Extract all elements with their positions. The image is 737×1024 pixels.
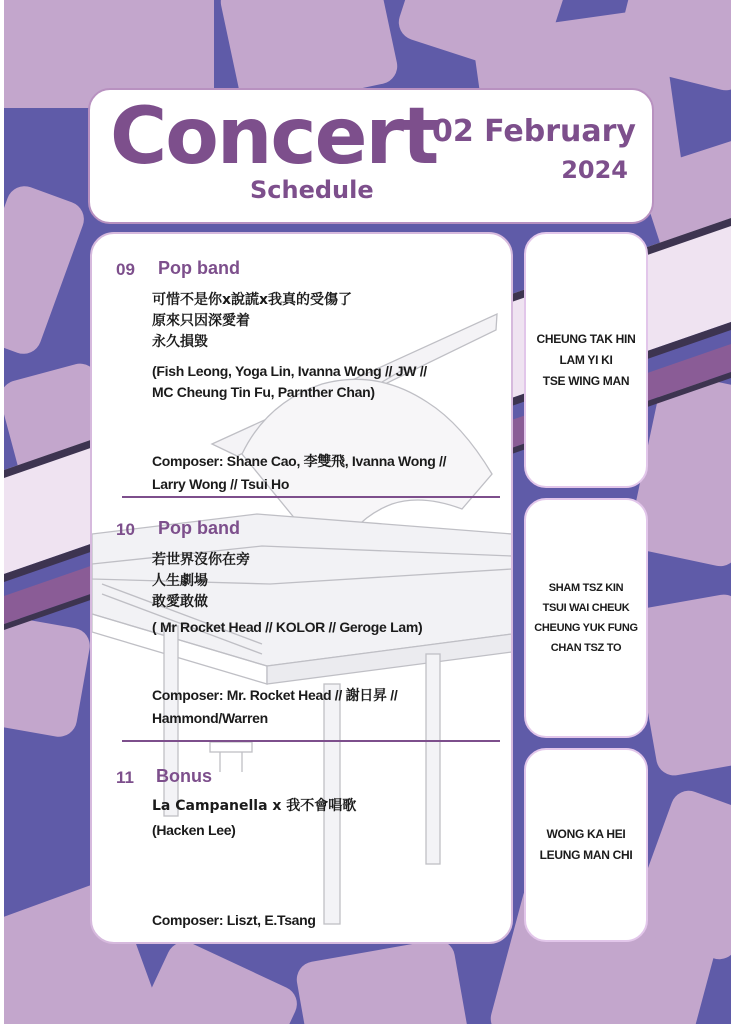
performer-name: TSUI WAI CHEUK (542, 602, 630, 614)
artist-list (152, 361, 427, 403)
song-title: 人生劇場 (152, 573, 208, 589)
composer-credit (152, 450, 446, 496)
song-title: La Campanella x 我不會唱歌 (152, 798, 357, 814)
artist-line: (Fish Leong, Yoga Lin, Ivanna Wong // JW // (152, 363, 427, 379)
item-number: 09 (116, 260, 135, 279)
composer-line: Composer: Liszt, E.Tsang (152, 912, 316, 928)
header-card (88, 88, 654, 224)
item-category: Bonus (156, 766, 212, 786)
item-category: Pop band (158, 258, 240, 278)
page-title: Concert (110, 92, 438, 182)
performer-card (524, 748, 648, 942)
artist-line: (Hacken Lee) (152, 822, 236, 838)
performer-card (524, 498, 648, 738)
composer-line: Hammond/Warren (152, 710, 268, 726)
composer-line: Composer: Shane Cao, 李雙飛, Ivanna Wong // (152, 453, 447, 469)
performer-name: CHEUNG YUK FUNG (534, 622, 638, 634)
song-title: 原來只因深愛着 (152, 313, 250, 329)
performer-card (524, 232, 648, 488)
performer-name: SHAM TSZ KIN (548, 582, 624, 594)
song-list (152, 550, 250, 613)
item-category: Pop band (158, 518, 240, 538)
artist-line: MC Cheung Tin Fu, Parnther Chan) (152, 384, 375, 400)
composer-line: Larry Wong // Tsui Ho (152, 476, 290, 492)
song-title: 永久損毀 (152, 334, 208, 350)
item-number: 10 (116, 520, 135, 539)
song-title: 若世界沒你在旁 (152, 552, 250, 568)
song-title: 敢愛敢做 (152, 594, 208, 610)
song-title: 可惜不是你x說謊x我真的受傷了 (152, 292, 353, 308)
program-card (90, 232, 513, 944)
song-list (152, 290, 352, 353)
item-number: 11 (116, 768, 134, 787)
composer-credit (152, 909, 316, 932)
event-date: 02 February (431, 114, 636, 149)
page-subtitle: Schedule (250, 176, 374, 204)
artist-list (152, 617, 422, 638)
song-list (152, 796, 356, 817)
item-divider (122, 740, 500, 742)
composer-credit (152, 684, 397, 730)
artist-list (152, 820, 236, 841)
performer-name: TSE WING MAN (542, 373, 630, 388)
performer-name: LAM YI KI (559, 352, 613, 367)
event-year: 2024 (561, 156, 628, 184)
composer-line: Composer: Mr. Rocket Head // 謝日昇 // (152, 687, 398, 703)
artist-line: ( Mr Rocket Head // KOLOR // Geroge Lam) (152, 619, 423, 635)
concert-poster (4, 0, 731, 1024)
performer-name: CHAN TSZ TO (550, 642, 622, 654)
performer-name: CHEUNG TAK HIN (536, 331, 636, 346)
performer-name: WONG KA HEI (546, 827, 626, 841)
item-divider (122, 496, 500, 498)
performer-name: LEUNG MAN CHI (539, 848, 633, 862)
